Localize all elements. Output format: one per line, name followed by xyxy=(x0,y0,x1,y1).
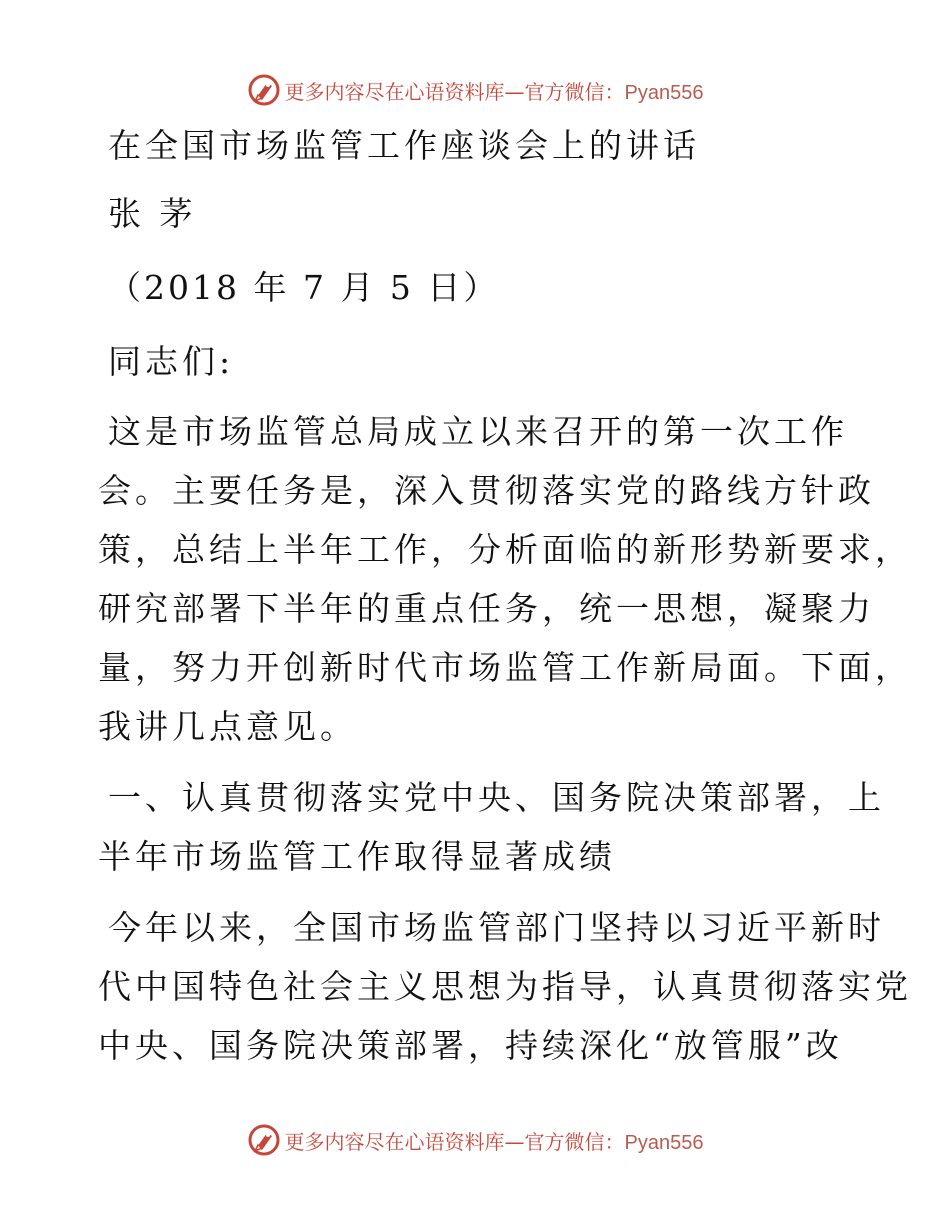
paragraph-intro xyxy=(98,402,912,756)
heading-line: 半年市场监管工作取得显著成绩 xyxy=(98,837,616,876)
watermark-main-text: 更多内容尽在心语资料库 xyxy=(284,79,505,104)
document-author: 张 茅 xyxy=(108,194,197,233)
watermark-official-label: 官方微信： xyxy=(524,79,625,104)
bottom-watermark xyxy=(0,1120,950,1160)
watermark-dash: — xyxy=(504,79,525,104)
paragraph-line: 代中国特色社会主义思想为指导，认真贯彻落实党 xyxy=(98,967,912,1006)
paragraph-line: 我讲几点意见。 xyxy=(98,707,357,746)
document-title: 在全国市场监管工作座谈会上的讲话 xyxy=(108,126,700,165)
watermark-dash: — xyxy=(504,1129,525,1154)
watermark-official-label: 官方微信： xyxy=(524,1129,625,1154)
document-body xyxy=(98,118,912,1075)
document-greeting: 同志们: xyxy=(108,342,235,381)
watermark-text xyxy=(285,1126,704,1155)
paragraph-line: 今年以来，全国市场监管部门坚持以习近平新时 xyxy=(108,908,885,947)
watermark-wechat-id: Pyan556 xyxy=(624,81,704,104)
paragraph-line: 量，努力开创新时代市场监管工作新局面。下面， xyxy=(98,648,912,687)
pen-nib-logo-icon xyxy=(247,1123,281,1157)
paragraph-line: 会。主要任务是，深入贯彻落实党的路线方针政 xyxy=(98,471,875,510)
heading-line: 一、认真贯彻落实党中央、国务院决策部署，上 xyxy=(108,778,885,817)
paragraph-line: 策，总结上半年工作，分析面临的新形势新要求， xyxy=(98,530,912,569)
paragraph-line: 中央、国务院决策部署，持续深化“放管服”改 xyxy=(98,1026,843,1065)
paragraph-line: 这是市场监管总局成立以来召开的第一次工作 xyxy=(108,412,848,451)
watermark-wechat-id: Pyan556 xyxy=(624,1131,704,1154)
watermark-main-text: 更多内容尽在心语资料库 xyxy=(284,1129,505,1154)
paragraph-section-1 xyxy=(98,898,912,1075)
section-heading-1 xyxy=(98,768,885,886)
top-watermark xyxy=(0,70,950,110)
watermark-text xyxy=(285,76,704,105)
pen-nib-logo-icon xyxy=(247,73,281,107)
paragraph-line: 研究部署下半年的重点任务，统一思想，凝聚力 xyxy=(98,589,875,628)
document-date: （2018 年 7 月 5 日） xyxy=(108,268,500,307)
